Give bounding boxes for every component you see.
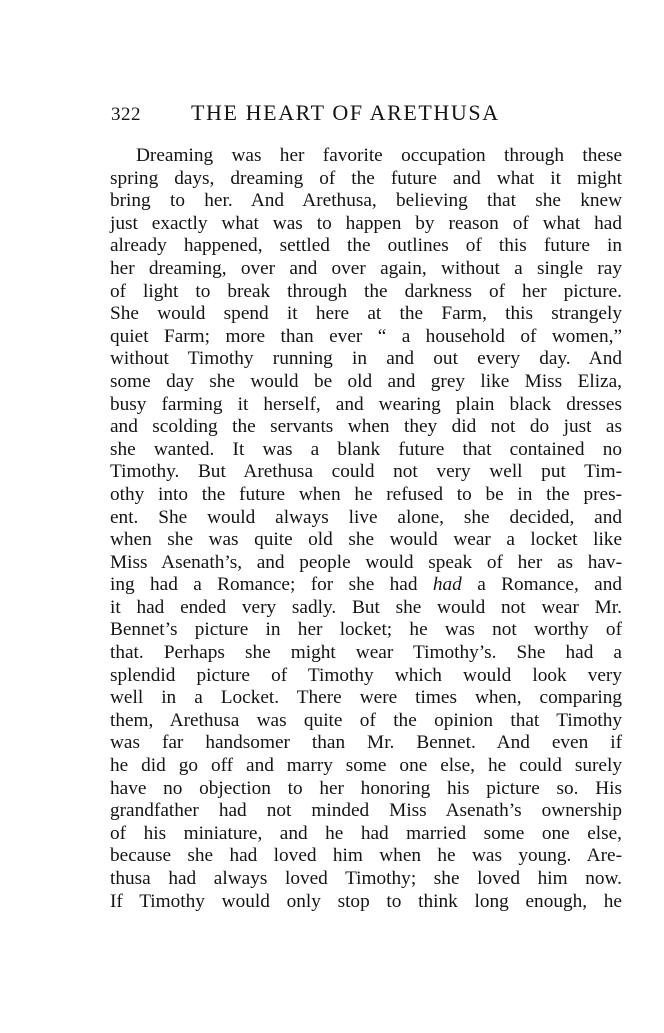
text-line: quiet Farm; more than ever “ a household of women,” bbox=[110, 325, 622, 347]
page-number: 322 bbox=[111, 104, 141, 125]
text-line: already happened, settled the outlines of this future in bbox=[110, 235, 622, 257]
text-line: some day she would be old and grey like Miss Eliza, bbox=[110, 370, 622, 392]
text-line: thusa had always loved Timothy; she loved him now. bbox=[110, 868, 622, 889]
text-line: it had ended very sadly. But she would not wear Mr. bbox=[110, 596, 622, 618]
text-line: Bennet’s picture in her locket; he was not worthy of bbox=[110, 619, 622, 641]
text-line: that. Perhaps she might wear Timothy’s. She had a bbox=[110, 642, 622, 664]
text-line: and scolding the servants when they did not do just as bbox=[110, 416, 622, 438]
text-line-end: a Romance, and bbox=[461, 574, 622, 596]
text-line: spring days, dreaming of the future and what it might bbox=[110, 167, 622, 189]
text-line: splendid picture of Timothy which would look very bbox=[110, 664, 622, 686]
text-line bbox=[110, 574, 622, 597]
text-line: he did go off and marry some one else, he could surely bbox=[110, 755, 622, 777]
text-line: Miss Asenath’s, and people would speak of her as hav- bbox=[110, 551, 622, 573]
text-line: her dreaming, over and over again, without a single ray bbox=[110, 257, 622, 279]
text-line: them, Arethusa was quite of the opinion that Timothy bbox=[110, 709, 622, 731]
text-line: she wanted. It was a blank future that contained no bbox=[110, 438, 622, 460]
text-line: because she had loved him when he was young. Are- bbox=[110, 845, 622, 867]
text-line: ent. She would always live alone, she decided, and bbox=[110, 506, 622, 528]
italic-word: had bbox=[432, 574, 462, 596]
text-line: have no objection to her honoring his picture so. His bbox=[110, 777, 622, 799]
book-title: THE HEART OF ARETHUSA bbox=[191, 100, 500, 125]
text-line-start: ing had a Romance; for she had bbox=[110, 574, 433, 596]
body-paragraph bbox=[110, 145, 622, 913]
text-line: well in a Locket. There were times when, comparing bbox=[110, 687, 622, 709]
text-line: Dreaming was her favorite occupation through these bbox=[136, 145, 622, 166]
text-line: She would spend it here at the Farm, this strangely bbox=[110, 303, 622, 325]
text-line: without Timothy running in and out every day. And bbox=[110, 348, 622, 370]
text-line: othy into the future when he refused to be in the pres- bbox=[110, 483, 622, 505]
text-line: of his miniature, and he had married some one else, bbox=[110, 822, 622, 844]
text-line: of light to break through the darkness of her picture. bbox=[110, 280, 622, 302]
text-line: was far handsomer than Mr. Bennet. And even if bbox=[110, 732, 622, 754]
text-line: when she was quite old she would wear a locket like bbox=[110, 529, 622, 551]
text-line: busy farming it herself, and wearing plain black dresses bbox=[110, 393, 622, 415]
text-line: grandfather had not minded Miss Asenath’s ownership bbox=[110, 800, 622, 822]
text-line: If Timothy would only stop to think long enough, he bbox=[110, 890, 622, 912]
text-line: bring to her. And Arethusa, believing that she knew bbox=[110, 190, 622, 212]
text-line: just exactly what was to happen by reason of what had bbox=[110, 212, 622, 234]
running-head bbox=[111, 100, 623, 130]
text-line: Timothy. But Arethusa could not very well put Tim- bbox=[110, 461, 622, 483]
